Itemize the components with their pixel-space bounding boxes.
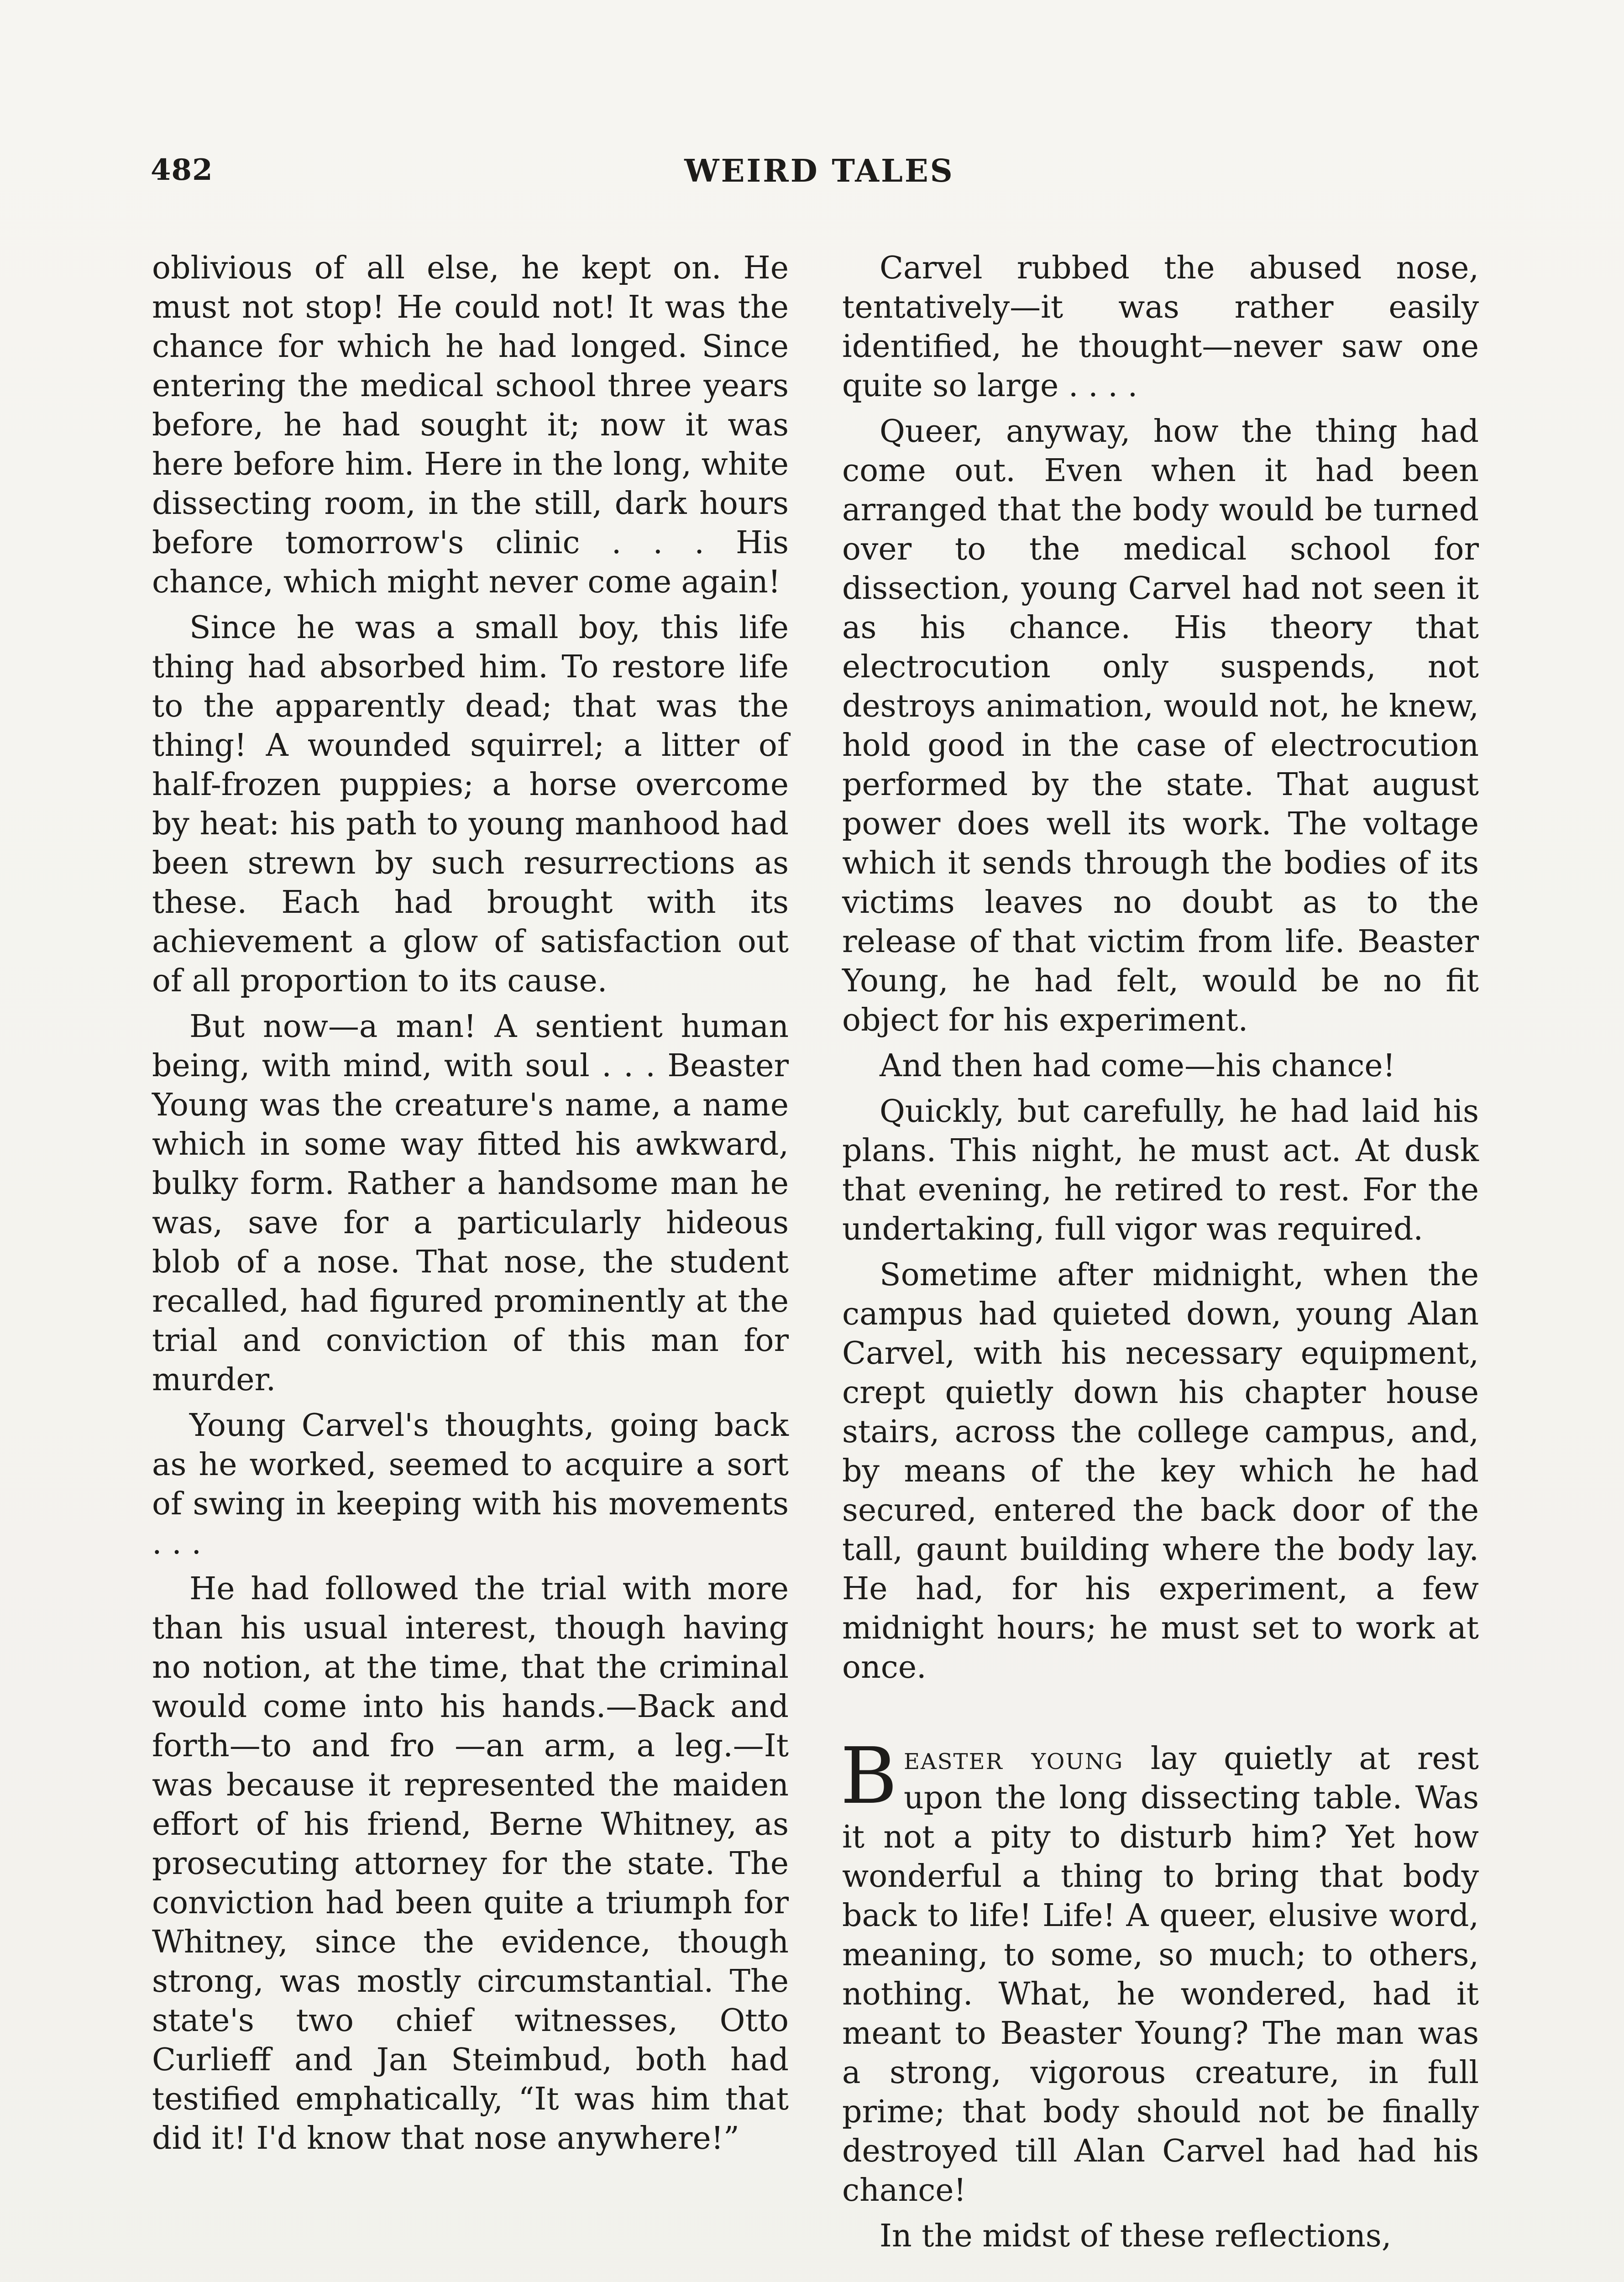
paragraph: Since he was a small boy, this life thing had absorbed him. To restore life to the apparently dead; that was the thing! A wounded squirrel; a litter of half-frozen puppies; a horse overcome by heat: his path to young manhood had been strewn by such resurrections as these. Each had brought with its achievement a glow of satisfaction out of all proportion to its cause. (152, 610, 789, 999)
paragraph: oblivious of all else, he kept on. He must not stop! He could not! It was the chance for which he had longed. Since entering the medical school three years before, he had sought it; now it was here before him. Here in the long, white dissecting room, in the still, dark hours before tomorrow's clinic . . . His chance, which might never come again! (152, 250, 789, 600)
paragraph: But now—a man! A sentient human being, with mind, with soul . . . Beaster Young was the creature's name, a name which in some way fitted his awkward, bulky form. Rather a handsome man he was, save for a particularly hideous blob of a nose. That nose, the student recalled, had figured prominently at the trial and conviction of this man for murder. (152, 1009, 789, 1398)
small-caps-lead: easter young (903, 1741, 1124, 1777)
paragraph: Sometime after midnight, when the campus had quieted down, young Alan Carvel, with his necessary equipment, crept quietly down his chapter house stairs, across the college campus, and, by means of the key which he had secured, entered the back door of the tall, gaunt building where the body lay. He had, for his experiment, a few midnight hours; he must set to work at once. (842, 1257, 1479, 1685)
running-head: WEIRD TALES (684, 153, 954, 189)
right-column (842, 249, 1479, 2262)
section-opening-paragraph (840, 1731, 1479, 2210)
paragraph: In the midst of these reflections, (880, 2218, 1392, 2254)
paragraph: Quickly, but carefully, he had laid his plans. This night, he must act. At dusk that evening, he retired to rest. For the undertaking, full vigor was required. (842, 1094, 1479, 1247)
section-break (842, 1694, 1479, 1739)
drop-cap: B (840, 1731, 897, 1821)
paragraph: Carvel rubbed the abused nose, tentatively—it was rather easily identified, he thought—never saw one quite so large . . . . (842, 250, 1479, 404)
left-column (152, 249, 789, 2165)
paragraph: He had followed the trial with more than his usual interest, though having no notion, at the time, that the criminal would come into his hands.—Back and forth—to and fro —an arm, a leg.—It was because it represented the maiden effort of his friend, Berne Whitney, as prosecuting attorney for the state. The conviction had been quite a triumph for Whitney, since the evidence, though strong, was mostly circumstantial. The state's two chief witnesses, Otto Curlieff and Jan Steimbud, both had testified emphatically, “It was him that did it! I'd know that nose anywhere!” (152, 1571, 789, 2156)
paragraph: Queer, anyway, how the thing had come out. Even when it had been arranged that the body would be turned over to the medical school for dissection, young Carvel had not seen it as his chance. His theory that electrocution only suspends, not destroys animation, would not, he knew, hold good in the case of electrocution performed by the state. That august power does well its work. The voltage which it sends through the bodies of its victims leaves no doubt as to the release of that victim from life. Beaster Young, he had felt, would be no fit object for his experiment. (842, 413, 1479, 1038)
page-header (151, 153, 1488, 203)
paragraph: And then had come—his chance! (880, 1048, 1395, 1084)
page-number: 482 (151, 153, 213, 187)
paragraph: Young Carvel's thoughts, going back as he worked, seemed to acquire a sort of swing in keeping with his movements . . . (152, 1408, 789, 1561)
paragraph-text: lay quietly at rest upon the long dissecting table. Was it not a pity to disturb him? Yet how wonderful a thing to bring that body back to life! Life! A queer, elusive word, meaning, to some, so much; to others, nothing. What, he wondered, had it meant to Beaster Young? The man was a strong, vigorous creature, in full prime; that body should not be finally destroyed till Alan Carvel had had his chance! (842, 1741, 1479, 2209)
